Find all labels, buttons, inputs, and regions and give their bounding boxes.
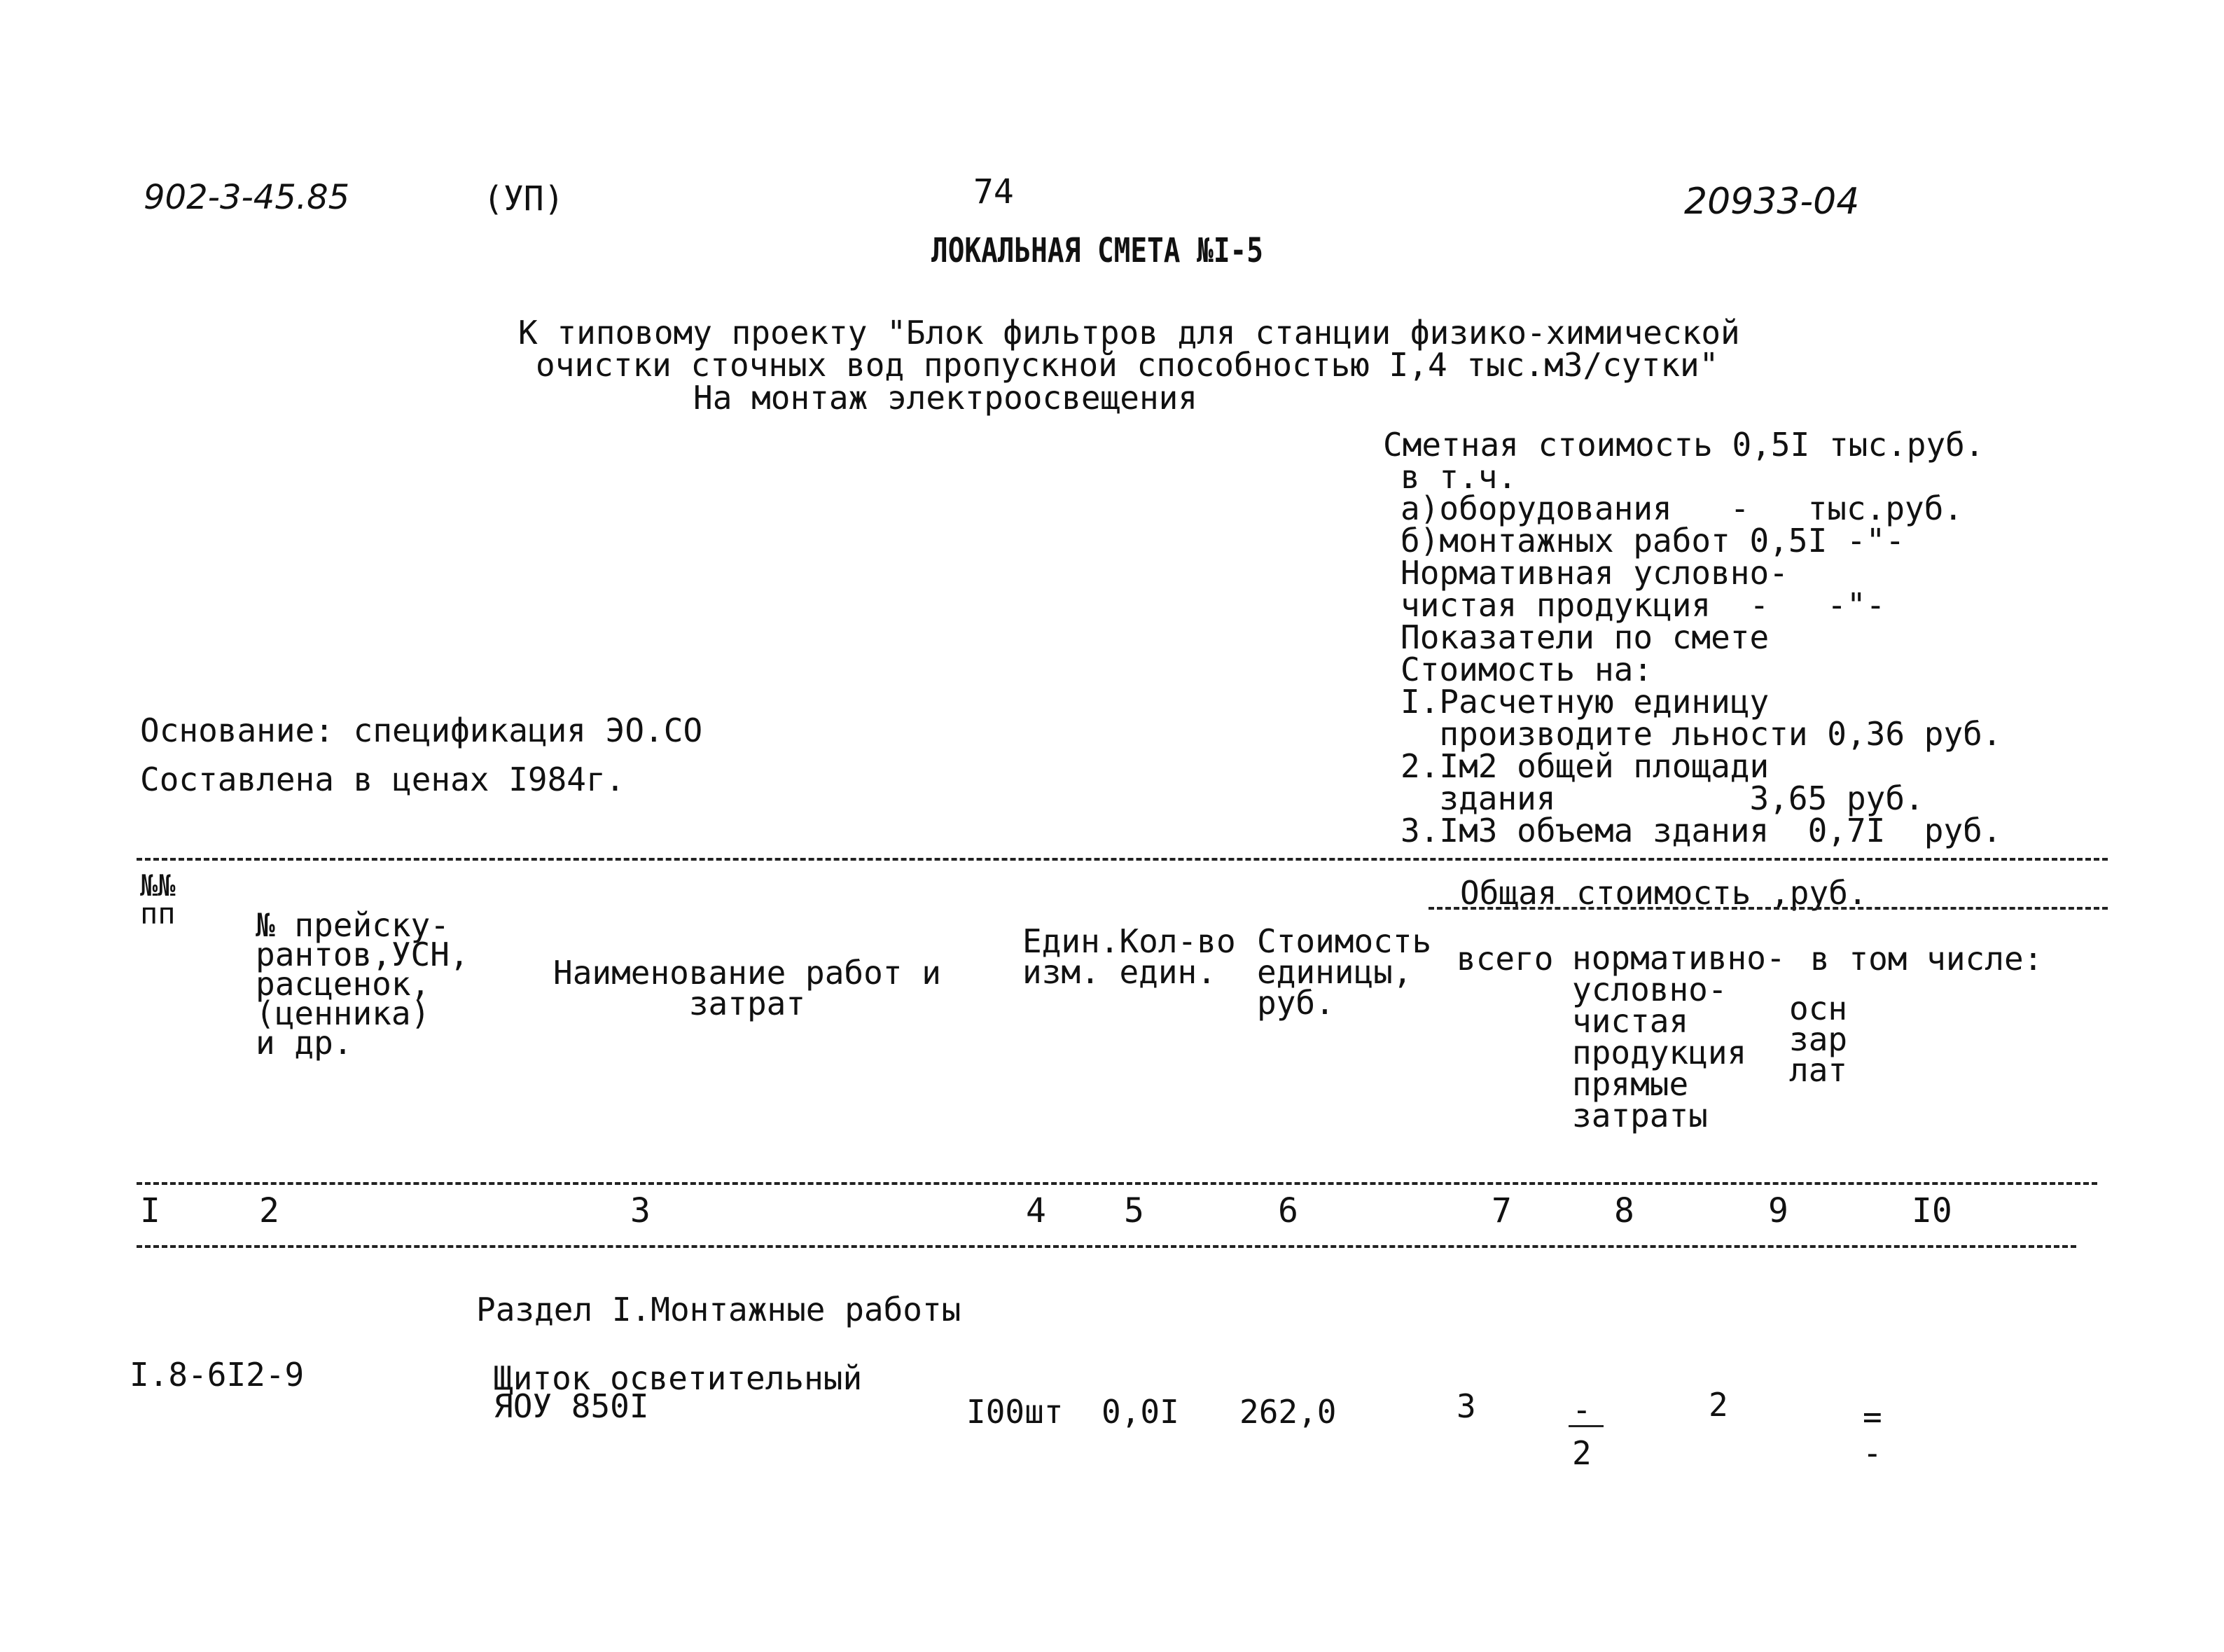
col-number-2: 2: [259, 1191, 279, 1230]
cost-summary-line-7: Показатели по смете: [1401, 618, 1770, 656]
cost-summary-line-3: а)оборудования - тыс.руб.: [1401, 490, 1964, 527]
subtitle-line-3: На монтаж электроосвещения: [693, 379, 1198, 417]
row-col8-top: -: [1572, 1391, 1592, 1429]
col-number-6: 6: [1278, 1191, 1298, 1230]
row-col9: 2: [1709, 1386, 1728, 1424]
row-name-line-2: ЯОУ 850I: [494, 1387, 649, 1425]
header-col-1: №№ пп: [140, 868, 176, 931]
cost-summary-line-6: чистая продукция - -"-: [1401, 586, 1886, 624]
col-number-10: I0: [1912, 1191, 1952, 1230]
row-col8-fraction-line: [1569, 1425, 1604, 1427]
column-numbers-bottom-rule: [137, 1245, 2076, 1248]
col-number-1: I: [140, 1191, 160, 1230]
row-col10-bottom: -: [1863, 1434, 1882, 1472]
header-group-underline: [1429, 907, 2108, 910]
cost-summary-line-2: в т.ч.: [1401, 458, 1517, 496]
header-col-8: нормативно- условно- чистая продукция прямые затраты: [1572, 939, 1786, 1134]
cost-summary-line-10: производите льности 0,36 руб.: [1401, 715, 2002, 753]
subtitle-line-1: К типовому проекту "Блок фильтров для станции физико-химической: [518, 314, 1740, 352]
row-code: I.8-6I2-9: [130, 1356, 305, 1394]
header-col-2: № прейску- рантов,УСН, расценок, (ценника) и др.: [256, 906, 469, 1062]
cost-summary-line-12: здания 3,65 руб.: [1401, 779, 1924, 817]
doc-code: 902-3-45.85: [144, 178, 350, 217]
basis-line-1: Основание: спецификация ЭО.СО: [140, 712, 703, 749]
col-number-9: 9: [1768, 1191, 1788, 1230]
cost-summary-line-5: Нормативная условно-: [1401, 554, 1788, 592]
col-number-8: 8: [1614, 1191, 1634, 1230]
header-group-total-cost: Общая стоимость ,руб.: [1460, 874, 1868, 912]
header-col-6: Стоимость единицы, руб.: [1257, 922, 1432, 1022]
header-col-3: Наименование работ и затрат: [553, 954, 941, 1022]
cost-summary-line-11: 2.Iм2 общей площади: [1401, 747, 1770, 785]
col-number-4: 4: [1026, 1191, 1046, 1230]
cost-summary-line-1: Сметная стоимость 0,5I тыс.руб.: [1383, 426, 1985, 464]
page-number: 74: [973, 172, 1014, 211]
col-number-7: 7: [1492, 1191, 1512, 1230]
header-col-7: всего: [1457, 940, 1554, 978]
row-col10-top: =: [1863, 1398, 1882, 1436]
table-top-rule: [137, 858, 2108, 861]
document-title: ЛОКАЛЬНАЯ СМЕТА №I-5: [931, 231, 1263, 270]
row-total: 3: [1457, 1387, 1476, 1425]
header-col-4-5: Един.Кол-во изм. един.: [1022, 922, 1236, 991]
section-title: Раздел I.Монтажные работы: [476, 1291, 961, 1328]
cost-summary-line-13: 3.Iм3 объема здания 0,7I руб.: [1401, 812, 2002, 849]
subtitle-line-2: очистки сточных вод пропускной способностью I,4 тыс.м3/сутки": [536, 346, 1719, 384]
col-number-5: 5: [1124, 1191, 1144, 1230]
row-unit-cost: 262,0: [1239, 1393, 1337, 1431]
col-number-3: 3: [630, 1191, 651, 1230]
row-col8-bottom: 2: [1572, 1434, 1592, 1472]
cost-summary-line-9: I.Расчетную единицу: [1401, 683, 1770, 721]
row-name-line-1: Щиток осветительный: [494, 1359, 863, 1397]
basis-line-2: Составлена в ценах I984г.: [140, 761, 625, 798]
archive-number: 20933-04: [1684, 181, 1860, 223]
cost-summary-line-8: Стоимость на:: [1401, 651, 1653, 688]
cost-summary-line-4: б)монтажных работ 0,5I -"-: [1401, 522, 1905, 560]
header-bottom-rule: [137, 1182, 2097, 1185]
row-qty: 0,0I: [1101, 1393, 1179, 1431]
stage-label: (УП): [483, 179, 564, 218]
row-unit: I00шт: [966, 1393, 1064, 1431]
header-col-9: осн зар лат: [1789, 990, 1848, 1089]
header-col-9-10-group: в том числе:: [1810, 940, 2043, 978]
